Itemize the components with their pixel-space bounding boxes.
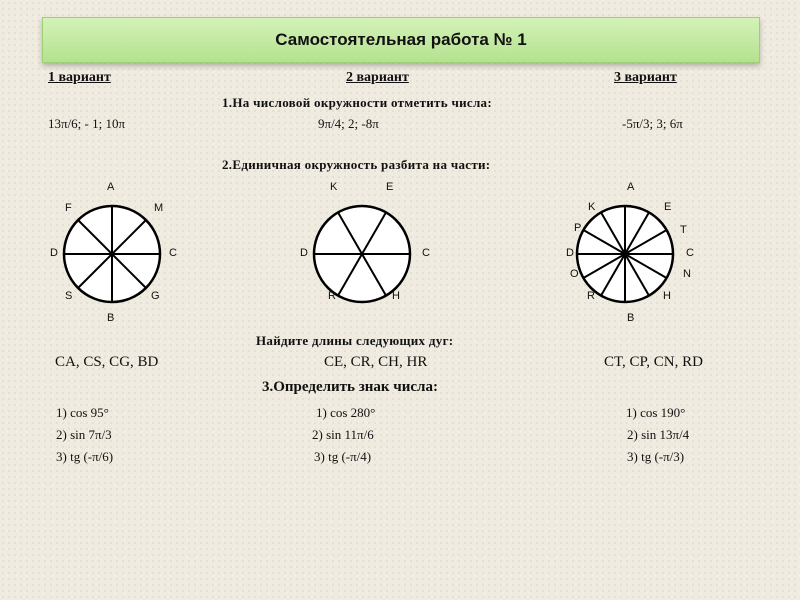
arcs-heading: Найдите длины следующих дуг: bbox=[256, 333, 454, 348]
arcs-v2: CE, CR, CH, HR bbox=[324, 354, 428, 370]
circle2-label-c: C bbox=[422, 247, 430, 259]
task3-v1-item-1: 1) cos 95° bbox=[56, 405, 109, 420]
circle3-label-k: K bbox=[588, 201, 596, 213]
arcs-v3: CT, CP, CN, RD bbox=[604, 354, 703, 370]
arcs-v1: CA, CS, CG, BD bbox=[55, 354, 159, 370]
circle-2-sixths bbox=[312, 204, 412, 304]
variant-1-heading: 1 вариант bbox=[48, 70, 111, 85]
circle-1-eighths bbox=[62, 204, 162, 304]
circle2-label-r: R bbox=[328, 290, 336, 302]
circle1-label-b: B bbox=[107, 312, 115, 324]
task3-v3-item-3: 3) tg (-π/3) bbox=[627, 449, 685, 464]
task3-v1-item-2: 2) sin 7π/3 bbox=[56, 427, 112, 442]
circle3-label-d: D bbox=[566, 247, 574, 259]
circle3-label-a: A bbox=[627, 181, 635, 193]
variant-3-heading: 3 вариант bbox=[614, 70, 677, 85]
circle3-label-b: B bbox=[627, 312, 635, 324]
circle3-label-o: O bbox=[570, 268, 579, 280]
task3-v3-item-1: 1) cos 190° bbox=[626, 405, 686, 420]
circle3-label-p: P bbox=[574, 222, 582, 234]
circle1-label-d: D bbox=[50, 247, 58, 259]
circle2-label-k: K bbox=[330, 181, 338, 193]
task3-v2-item-3: 3) tg (-π/4) bbox=[314, 449, 372, 464]
circle1-label-c: C bbox=[169, 247, 177, 259]
title-banner bbox=[42, 17, 760, 63]
circle3-label-t: T bbox=[680, 224, 687, 236]
circle3-label-c: C bbox=[686, 247, 694, 259]
variant-2-heading: 2 вариант bbox=[346, 70, 409, 85]
task2-heading: 2.Единичная окружность разбита на части: bbox=[222, 157, 491, 172]
circle3-label-n: N bbox=[683, 268, 691, 280]
circle1-label-f: F bbox=[65, 202, 72, 214]
task1-numbers-v3: -5π/3; 3; 6π bbox=[622, 116, 683, 131]
task3-heading: 3.Определить знак числа: bbox=[262, 379, 438, 395]
circle1-label-a: A bbox=[107, 181, 115, 193]
circle3-label-r: R bbox=[587, 290, 595, 302]
circle1-label-m: M bbox=[154, 202, 164, 214]
page-title: Самостоятельная работа № 1 bbox=[275, 30, 527, 49]
task1-numbers-v1: 13π/6; - 1; 10π bbox=[48, 116, 126, 131]
circle3-label-e: E bbox=[664, 201, 672, 213]
task3-v3-item-2: 2) sin 13π/4 bbox=[627, 427, 690, 442]
circle2-label-h: H bbox=[392, 290, 400, 302]
circle1-label-s: S bbox=[65, 290, 73, 302]
task1-heading: 1.На числовой окружности отметить числа: bbox=[222, 95, 492, 110]
circle3-label-h: H bbox=[663, 290, 671, 302]
circle2-label-e: E bbox=[386, 181, 394, 193]
circle2-label-d: D bbox=[300, 247, 308, 259]
circle1-label-g: G bbox=[151, 290, 160, 302]
task3-v2-item-2: 2) sin 11π/6 bbox=[312, 427, 374, 442]
task3-v2-item-1: 1) cos 280° bbox=[316, 405, 376, 420]
task1-numbers-v2: 9π/4; 2; -8π bbox=[318, 116, 379, 131]
circle-3-twelfths bbox=[575, 204, 675, 304]
task3-v1-item-3: 3) tg (-π/6) bbox=[56, 449, 114, 464]
